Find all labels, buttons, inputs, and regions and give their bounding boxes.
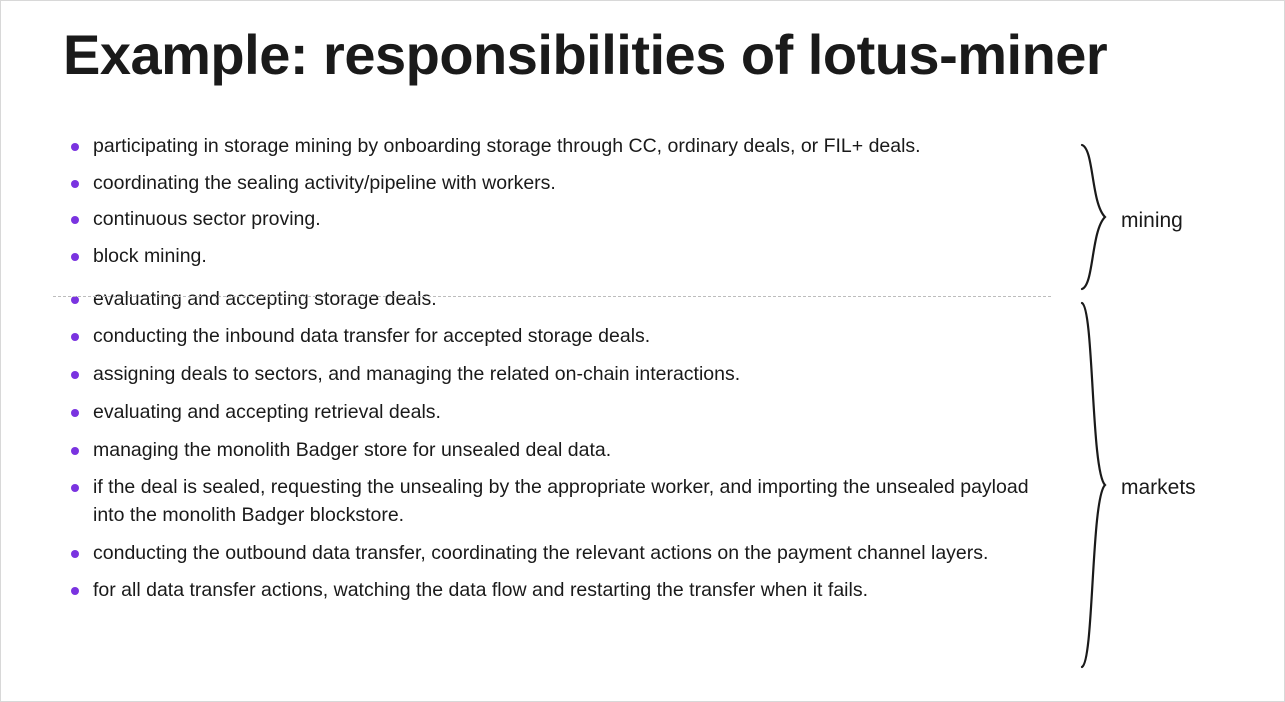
brace-label-mining: mining (1121, 209, 1183, 232)
bullet-group-mining (63, 133, 1063, 286)
list-item-label: if the deal is sealed, requesting the unsealing by the appropriate worker, and importing the unsealed payload into the monolith Badger blockstore. (93, 476, 1029, 526)
bullet-dot-icon (71, 180, 79, 188)
list-item (63, 133, 1063, 161)
brace-mining-icon (1079, 143, 1109, 291)
list-item (63, 323, 1063, 351)
bullet-dot-icon (71, 371, 79, 379)
bullet-dot-icon (71, 447, 79, 455)
list-item-label: participating in storage mining by onboarding storage through CC, ordinary deals, or FIL+ deals. (93, 135, 921, 157)
list-item (63, 577, 1063, 605)
bullet-list-markets (63, 286, 1063, 605)
list-item-label: evaluating and accepting storage deals. (93, 287, 437, 310)
bullet-dot-icon (71, 550, 79, 558)
brace-label-markets: markets (1121, 476, 1196, 499)
list-item (63, 206, 1063, 234)
brace-markets-icon (1079, 301, 1109, 669)
list-item (63, 540, 1063, 568)
list-item-label: block mining. (93, 245, 207, 268)
bullet-list-mining (63, 133, 1063, 271)
list-item (63, 243, 1063, 271)
bullet-dot-icon (71, 143, 79, 151)
bullet-dot-icon (71, 216, 79, 224)
list-item (63, 361, 1063, 389)
list-item-label: managing the monolith Badger store for unsealed deal data. (93, 438, 612, 461)
bullet-group-markets (63, 286, 1063, 605)
list-item (63, 437, 1063, 465)
list-item-label: coordinating the sealing activity/pipeline with workers. (93, 171, 556, 194)
list-item-label: evaluating and accepting retrieval deals. (93, 400, 441, 423)
slide-body (63, 133, 1063, 615)
list-item-label: conducting the inbound data transfer for accepted storage deals. (93, 325, 651, 348)
list-item-label: assigning deals to sectors, and managing the related on-chain interactions. (93, 363, 741, 386)
list-item-label: conducting the outbound data transfer, coordinating the relevant actions on the payment channel layers. (93, 541, 989, 564)
page-title: Example: responsibilities of lotus-miner (63, 23, 1108, 86)
bullet-dot-icon (71, 409, 79, 417)
bullet-dot-icon (71, 587, 79, 595)
list-item-label: continuous sector proving. (93, 208, 321, 231)
bullet-dot-icon (71, 253, 79, 261)
list-item (63, 474, 1063, 529)
list-item (63, 286, 1063, 314)
list-item (63, 399, 1063, 427)
list-item (63, 170, 1063, 198)
group-divider (53, 296, 1051, 297)
list-item-label: for all data transfer actions, watching the data flow and restarting the transfer when it fails. (93, 579, 868, 602)
bullet-dot-icon (71, 484, 79, 492)
bullet-dot-icon (71, 333, 79, 341)
